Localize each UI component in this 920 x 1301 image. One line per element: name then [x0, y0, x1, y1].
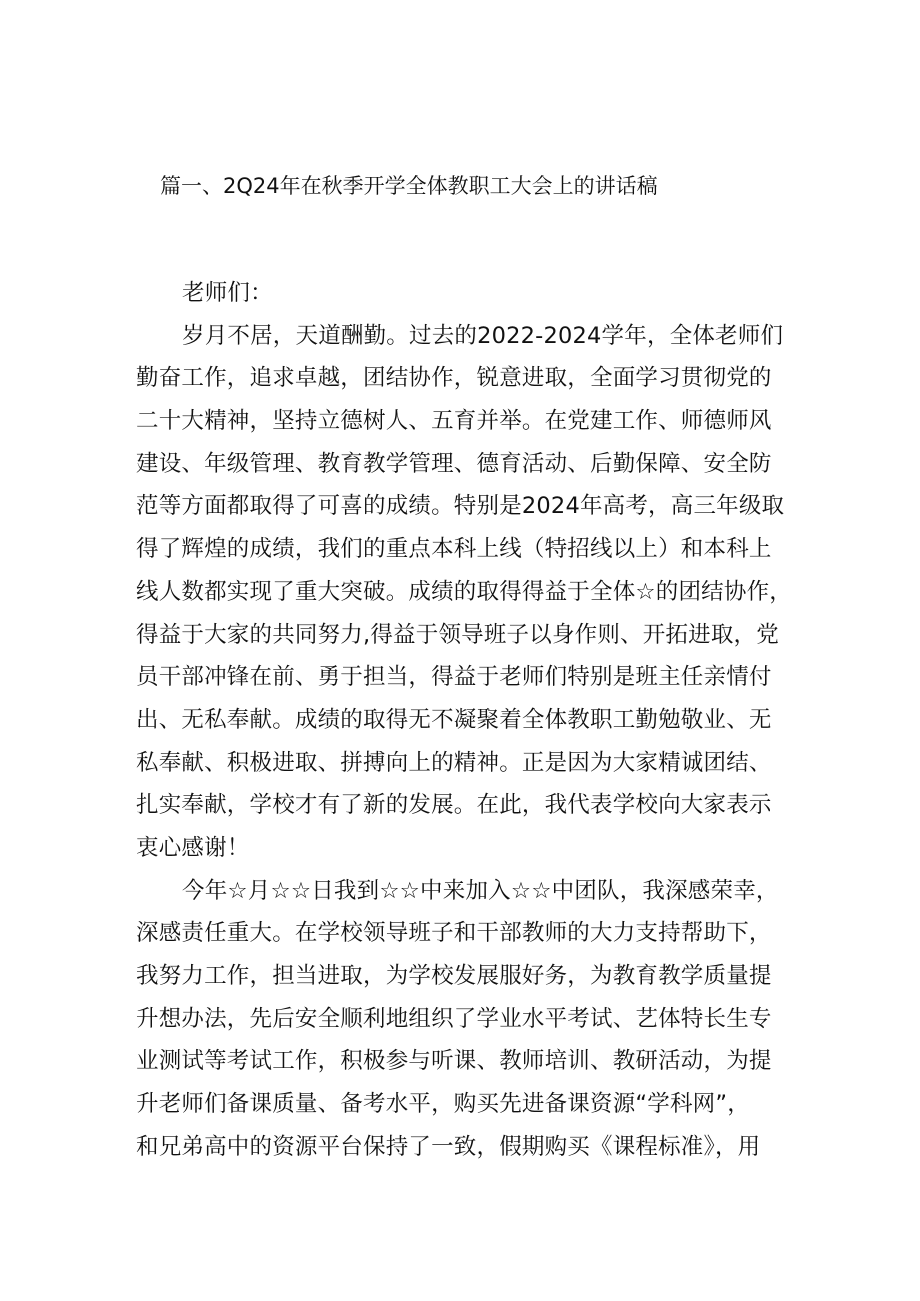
text-line: 建设、年级管理、教育教学管理、德育活动、后勤保障、安全防: [136, 450, 772, 477]
text-line: 出、无私奉献。成绩的取得无不凝聚着全体教职工勤勉敬业、无: [136, 706, 772, 733]
text-line: 升老师们备课质量、备考水平，购买先进备课资源“学科网”，: [136, 1091, 750, 1118]
text-line: 今年☆月☆☆日我到☆☆中来加入☆☆中团队，我深感荣幸，: [182, 877, 779, 904]
text-line: 业测试等考试工作，积极参与听课、教师培训、教研活动，为提: [136, 1048, 772, 1075]
text-line: 勤奋工作，追求卓越，团结协作，锐意进取，全面学习贯彻党的: [136, 365, 772, 392]
text-line: 深感责任重大。在学校领导班子和干部教师的大力支持帮助下，: [136, 920, 772, 947]
text-line: 岁月不居，天道酬勤。过去的2022-2024学年，全体老师们: [182, 322, 784, 349]
text-line: 线人数都实现了重大突破。成绩的取得得益于全体☆的团结协作，: [136, 578, 792, 605]
text-line: 老师们：: [182, 280, 273, 306]
document-body: [136, 272, 800, 1168]
text-line: 升想办法，先后安全顺利地组织了学业水平考试、艺体特长生专: [136, 1005, 772, 1032]
text-line: 得了辉煌的成绩，我们的重点本科上线（特招线以上）和本科上: [136, 536, 772, 563]
text-line: 范等方面都取得了可喜的成绩。特别是2024年高考，高三年级取: [136, 493, 785, 520]
text-line: 私奉献、积极进取、拼搏向上的精神。正是因为大家精诚团结、: [136, 749, 772, 776]
text-line: 和兄弟高中的资源平台保持了一致，假期购买《课程标准》，用: [136, 1133, 761, 1160]
text-line: 衷心感谢！: [136, 834, 250, 861]
text-line: 得益于大家的共同努力,得益于领导班子以身作则、开拓进取，党: [136, 621, 779, 648]
text-line: 员干部冲锋在前、勇于担当，得益于老师们特别是班主任亲情付: [136, 664, 772, 691]
text-line: 我努力工作，担当进取，为学校发展服好务，为教育教学质量提: [136, 963, 772, 989]
text-line: 二十大精神，坚持立德树人、五育并举。在党建工作、师德师风: [136, 408, 772, 435]
text-line: 扎实奉献，学校才有了新的发展。在此，我代表学校向大家表示: [136, 792, 772, 819]
document-title: 篇一、2Q24年在秋季开学全体教职工大会上的讲话稿: [160, 174, 658, 198]
